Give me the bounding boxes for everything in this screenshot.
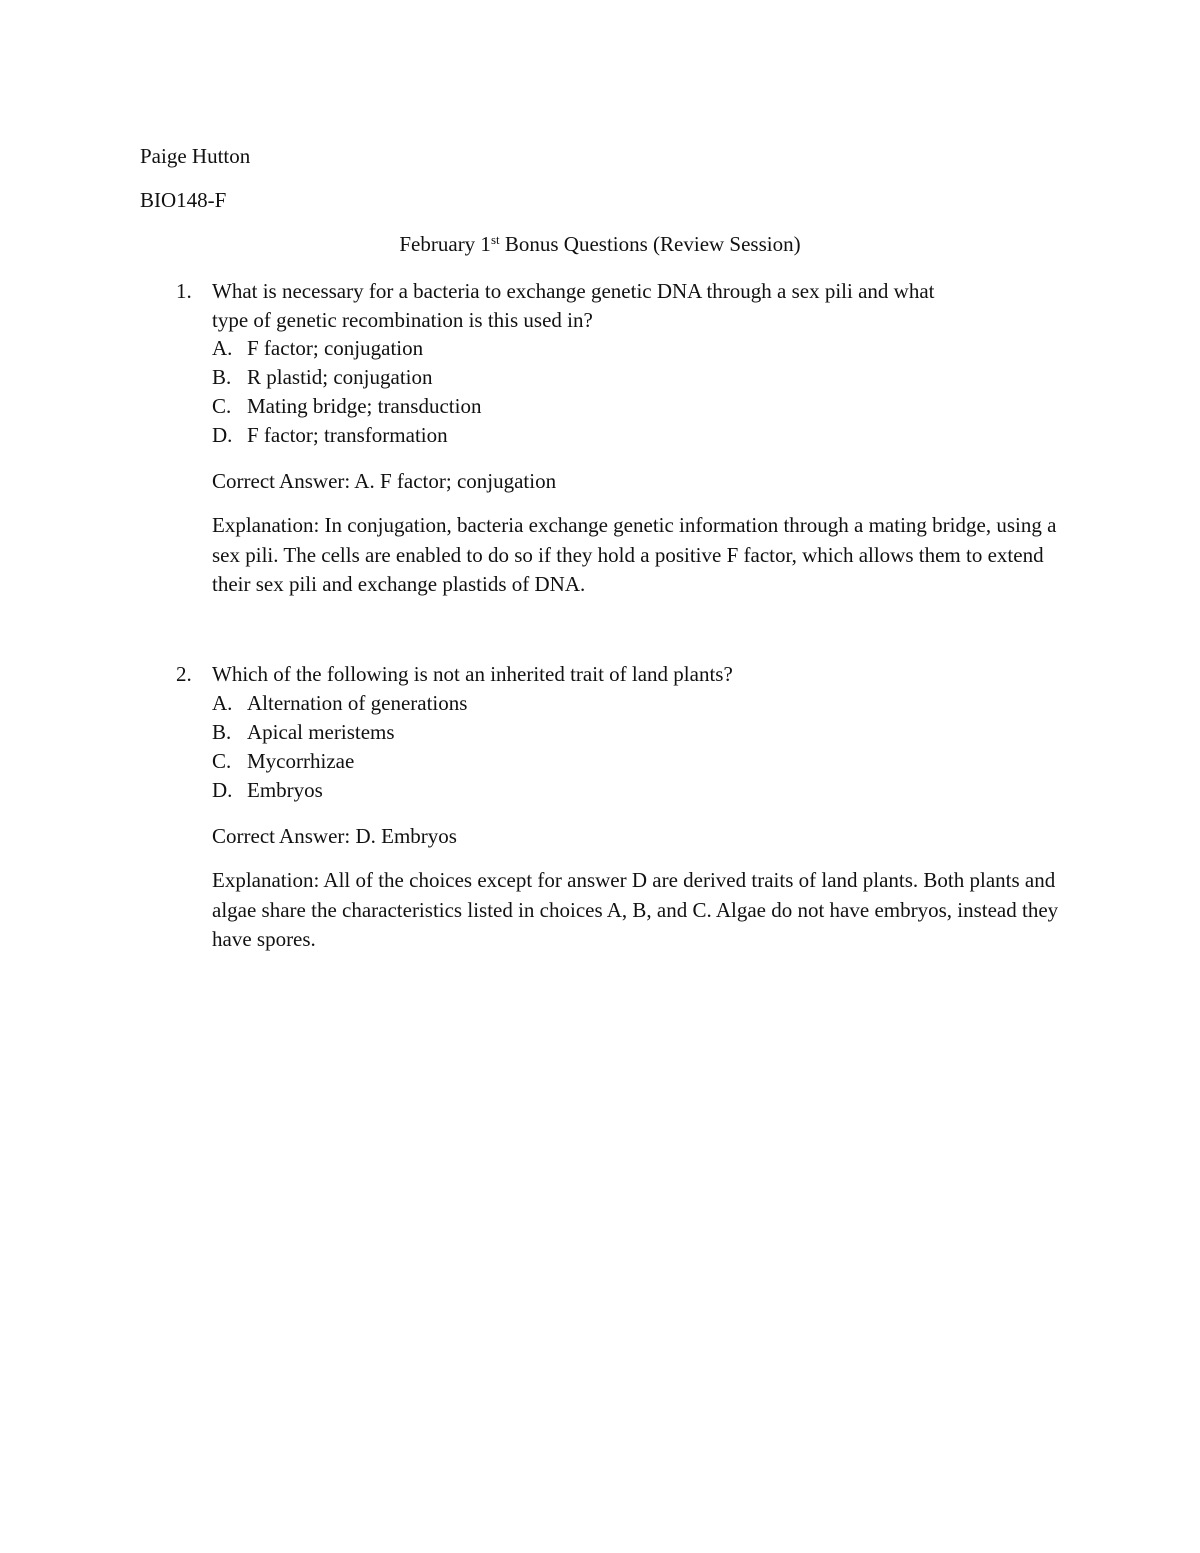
- author-name: Paige Hutton: [140, 144, 251, 168]
- question-text-line2: type of genetic recombination is this used in?: [212, 308, 593, 332]
- course-code: BIO148-F: [140, 188, 227, 212]
- title-suffix: Bonus Questions (Review Session): [499, 232, 801, 256]
- explanation: Explanation: In conjugation, bacteria exchange genetic information through a mating bridge, using a sex pili. The cells are enabled to do so if they hold a positive F factor, which allows them to extend their sex pili and exchange plastids of DNA.: [212, 513, 1057, 596]
- question-number: 2.: [176, 662, 192, 686]
- option-text: Alternation of generations: [247, 691, 468, 715]
- document-title: [0, 230, 1200, 258]
- title-prefix: February 1: [399, 232, 491, 256]
- question-number: 1.: [176, 279, 192, 303]
- option-text: F factor; transformation: [247, 423, 448, 447]
- correct-answer: Correct Answer: D. Embryos: [212, 824, 457, 848]
- option-letter: A.: [212, 691, 233, 715]
- option-text: F factor; conjugation: [247, 336, 424, 360]
- question-text-line1: What is necessary for a bacteria to exchange genetic DNA through a sex pili and what: [212, 279, 935, 303]
- question-text-line1: Which of the following is not an inherited trait of land plants?: [212, 662, 733, 686]
- option-letter: B.: [212, 365, 232, 389]
- option-letter: C.: [212, 749, 232, 773]
- option-text: Embryos: [247, 778, 323, 802]
- option-text: R plastid; conjugation: [247, 365, 433, 389]
- title-superscript: st: [490, 232, 500, 247]
- option-text: Mycorrhizae: [247, 749, 355, 773]
- option-text: Apical meristems: [247, 720, 395, 744]
- correct-answer: Correct Answer: A. F factor; conjugation: [212, 469, 557, 493]
- option-letter: B.: [212, 720, 232, 744]
- option-text: Mating bridge; transduction: [247, 394, 482, 418]
- explanation: Explanation: All of the choices except for answer D are derived traits of land plants. Both plants and algae share the characteristics listed in choices A, B, and C. Algae do not have embryos, instead they have spores.: [212, 868, 1059, 951]
- option-letter: D.: [212, 423, 233, 447]
- option-letter: D.: [212, 778, 233, 802]
- option-letter: C.: [212, 394, 232, 418]
- option-letter: A.: [212, 336, 233, 360]
